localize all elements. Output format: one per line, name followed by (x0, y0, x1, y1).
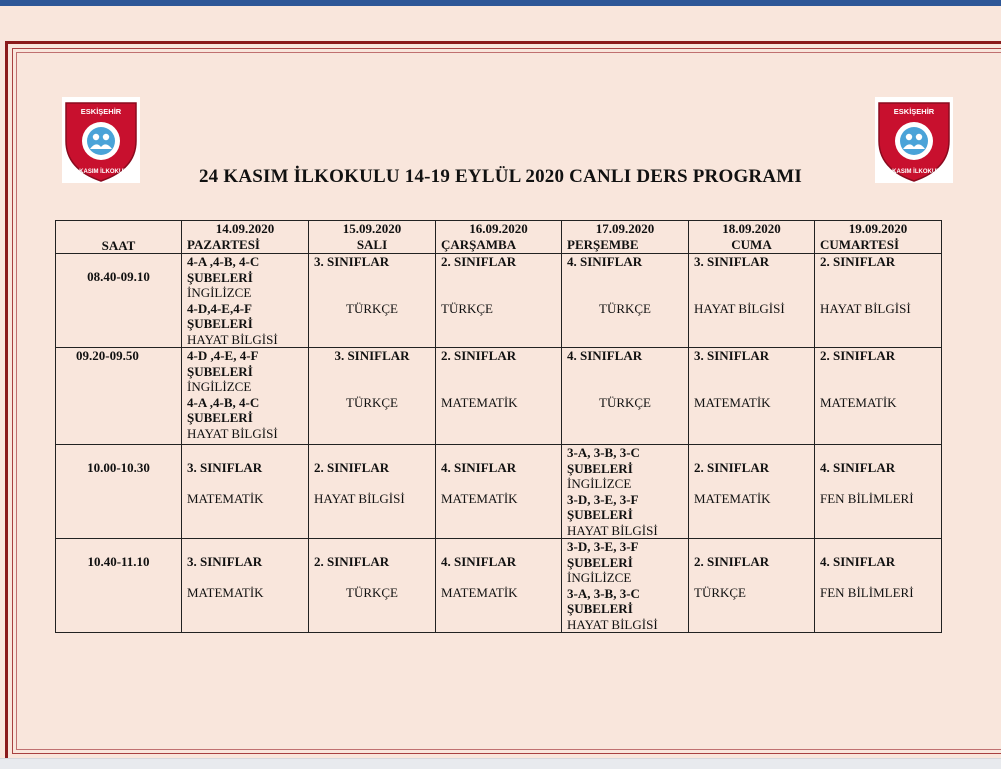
header-day-tue: 15.09.2020 SALI (309, 221, 436, 254)
schedule-cell: 3. SINIFLAR MATEMATİK (689, 348, 815, 445)
schedule-cell: 3-A, 3-B, 3-C ŞUBELERİ İNGİLİZCE 3-D, 3-E, 3-F ŞUBELERİ HAYAT BİLGİSİ (562, 445, 689, 539)
schedule-cell: 4. SINIFLAR FEN BİLİMLERİ (815, 539, 942, 633)
time-cell: 10.40-11.10 (56, 539, 182, 633)
schedule-cell: 4-A ,4-B, 4-C ŞUBELERİ İNGİLİZCE 4-D,4-E,4-F ŞUBELERİ HAYAT BİLGİSİ (182, 254, 309, 348)
svg-text:ESKİŞEHİR: ESKİŞEHİR (893, 107, 935, 116)
table-header-row (56, 221, 942, 254)
table-row (56, 445, 942, 539)
time-cell: 09.20-09.50 (56, 348, 182, 445)
schedule-cell: 2. SINIFLAR TÜRKÇE (689, 539, 815, 633)
svg-text:1986: 1986 (95, 155, 107, 161)
table-row (56, 348, 942, 445)
table-row (56, 254, 942, 348)
schedule-cell: 3-D, 3-E, 3-F ŞUBELERİ İNGİLİZCE 3-A, 3-B, 3-C ŞUBELERİ HAYAT BİLGİSİ (562, 539, 689, 633)
header-day-thu: 17.09.2020 PERŞEMBE (562, 221, 689, 254)
header-saat: SAAT (56, 221, 182, 254)
schedule-cell: 2. SINIFLAR MATEMATİK (815, 348, 942, 445)
bottom-scroll-area (0, 758, 1001, 769)
schedule-cell: 3. SINIFLAR TÜRKÇE (309, 254, 436, 348)
schedule-cell: 4-D ,4-E, 4-F ŞUBELERİ İNGİLİZCE 4-A ,4-B, 4-C ŞUBELERİ HAYAT BİLGİSİ (182, 348, 309, 445)
logo-bottom-text: 24 KASIM İLKOKULU (70, 169, 132, 175)
schedule-cell: 2. SINIFLAR MATEMATİK (436, 348, 562, 445)
logo-top-text: ESKİŞEHİR (80, 107, 122, 116)
schedule-cell: 4. SINIFLAR TÜRKÇE (562, 254, 689, 348)
header-day-sat: 19.09.2020 CUMARTESİ (815, 221, 942, 254)
svg-text:1986: 1986 (908, 155, 920, 161)
header-day-mon: 14.09.2020 PAZARTESİ (182, 221, 309, 254)
page-title: 24 KASIM İLKOKULU 14-19 EYLÜL 2020 CANLI DERS PROGRAMI (198, 166, 803, 187)
schedule-cell: 2. SINIFLAR HAYAT BİLGİSİ (815, 254, 942, 348)
schedule-cell: 3. SINIFLAR MATEMATİK (182, 445, 309, 539)
schedule-cell: 2. SINIFLAR HAYAT BİLGİSİ (309, 445, 436, 539)
header-day-wed: 16.09.2020 ÇARŞAMBA (436, 221, 562, 254)
table-row (56, 539, 942, 633)
schedule-cell: 4. SINIFLAR FEN BİLİMLERİ (815, 445, 942, 539)
schedule-cell: 3. SINIFLAR TÜRKÇE (309, 348, 436, 445)
schedule-cell: 4. SINIFLAR MATEMATİK (436, 445, 562, 539)
schedule-cell: 2. SINIFLAR TÜRKÇE (436, 254, 562, 348)
schedule-cell: 4. SINIFLAR TÜRKÇE (562, 348, 689, 445)
header-day-fri: 18.09.2020 CUMA (689, 221, 815, 254)
schedule-cell: 4. SINIFLAR MATEMATİK (436, 539, 562, 633)
schedule-table (55, 220, 942, 633)
svg-text:24 KASIM İLKOKULU: 24 KASIM İLKOKULU (883, 169, 945, 175)
time-cell: 10.00-10.30 (56, 445, 182, 539)
schedule-cell: 2. SINIFLAR TÜRKÇE (309, 539, 436, 633)
schedule-cell: 3. SINIFLAR MATEMATİK (182, 539, 309, 633)
time-cell: 08.40-09.10 (56, 254, 182, 348)
schedule-cell: 3. SINIFLAR HAYAT BİLGİSİ (689, 254, 815, 348)
schedule-cell: 2. SINIFLAR MATEMATİK (689, 445, 815, 539)
